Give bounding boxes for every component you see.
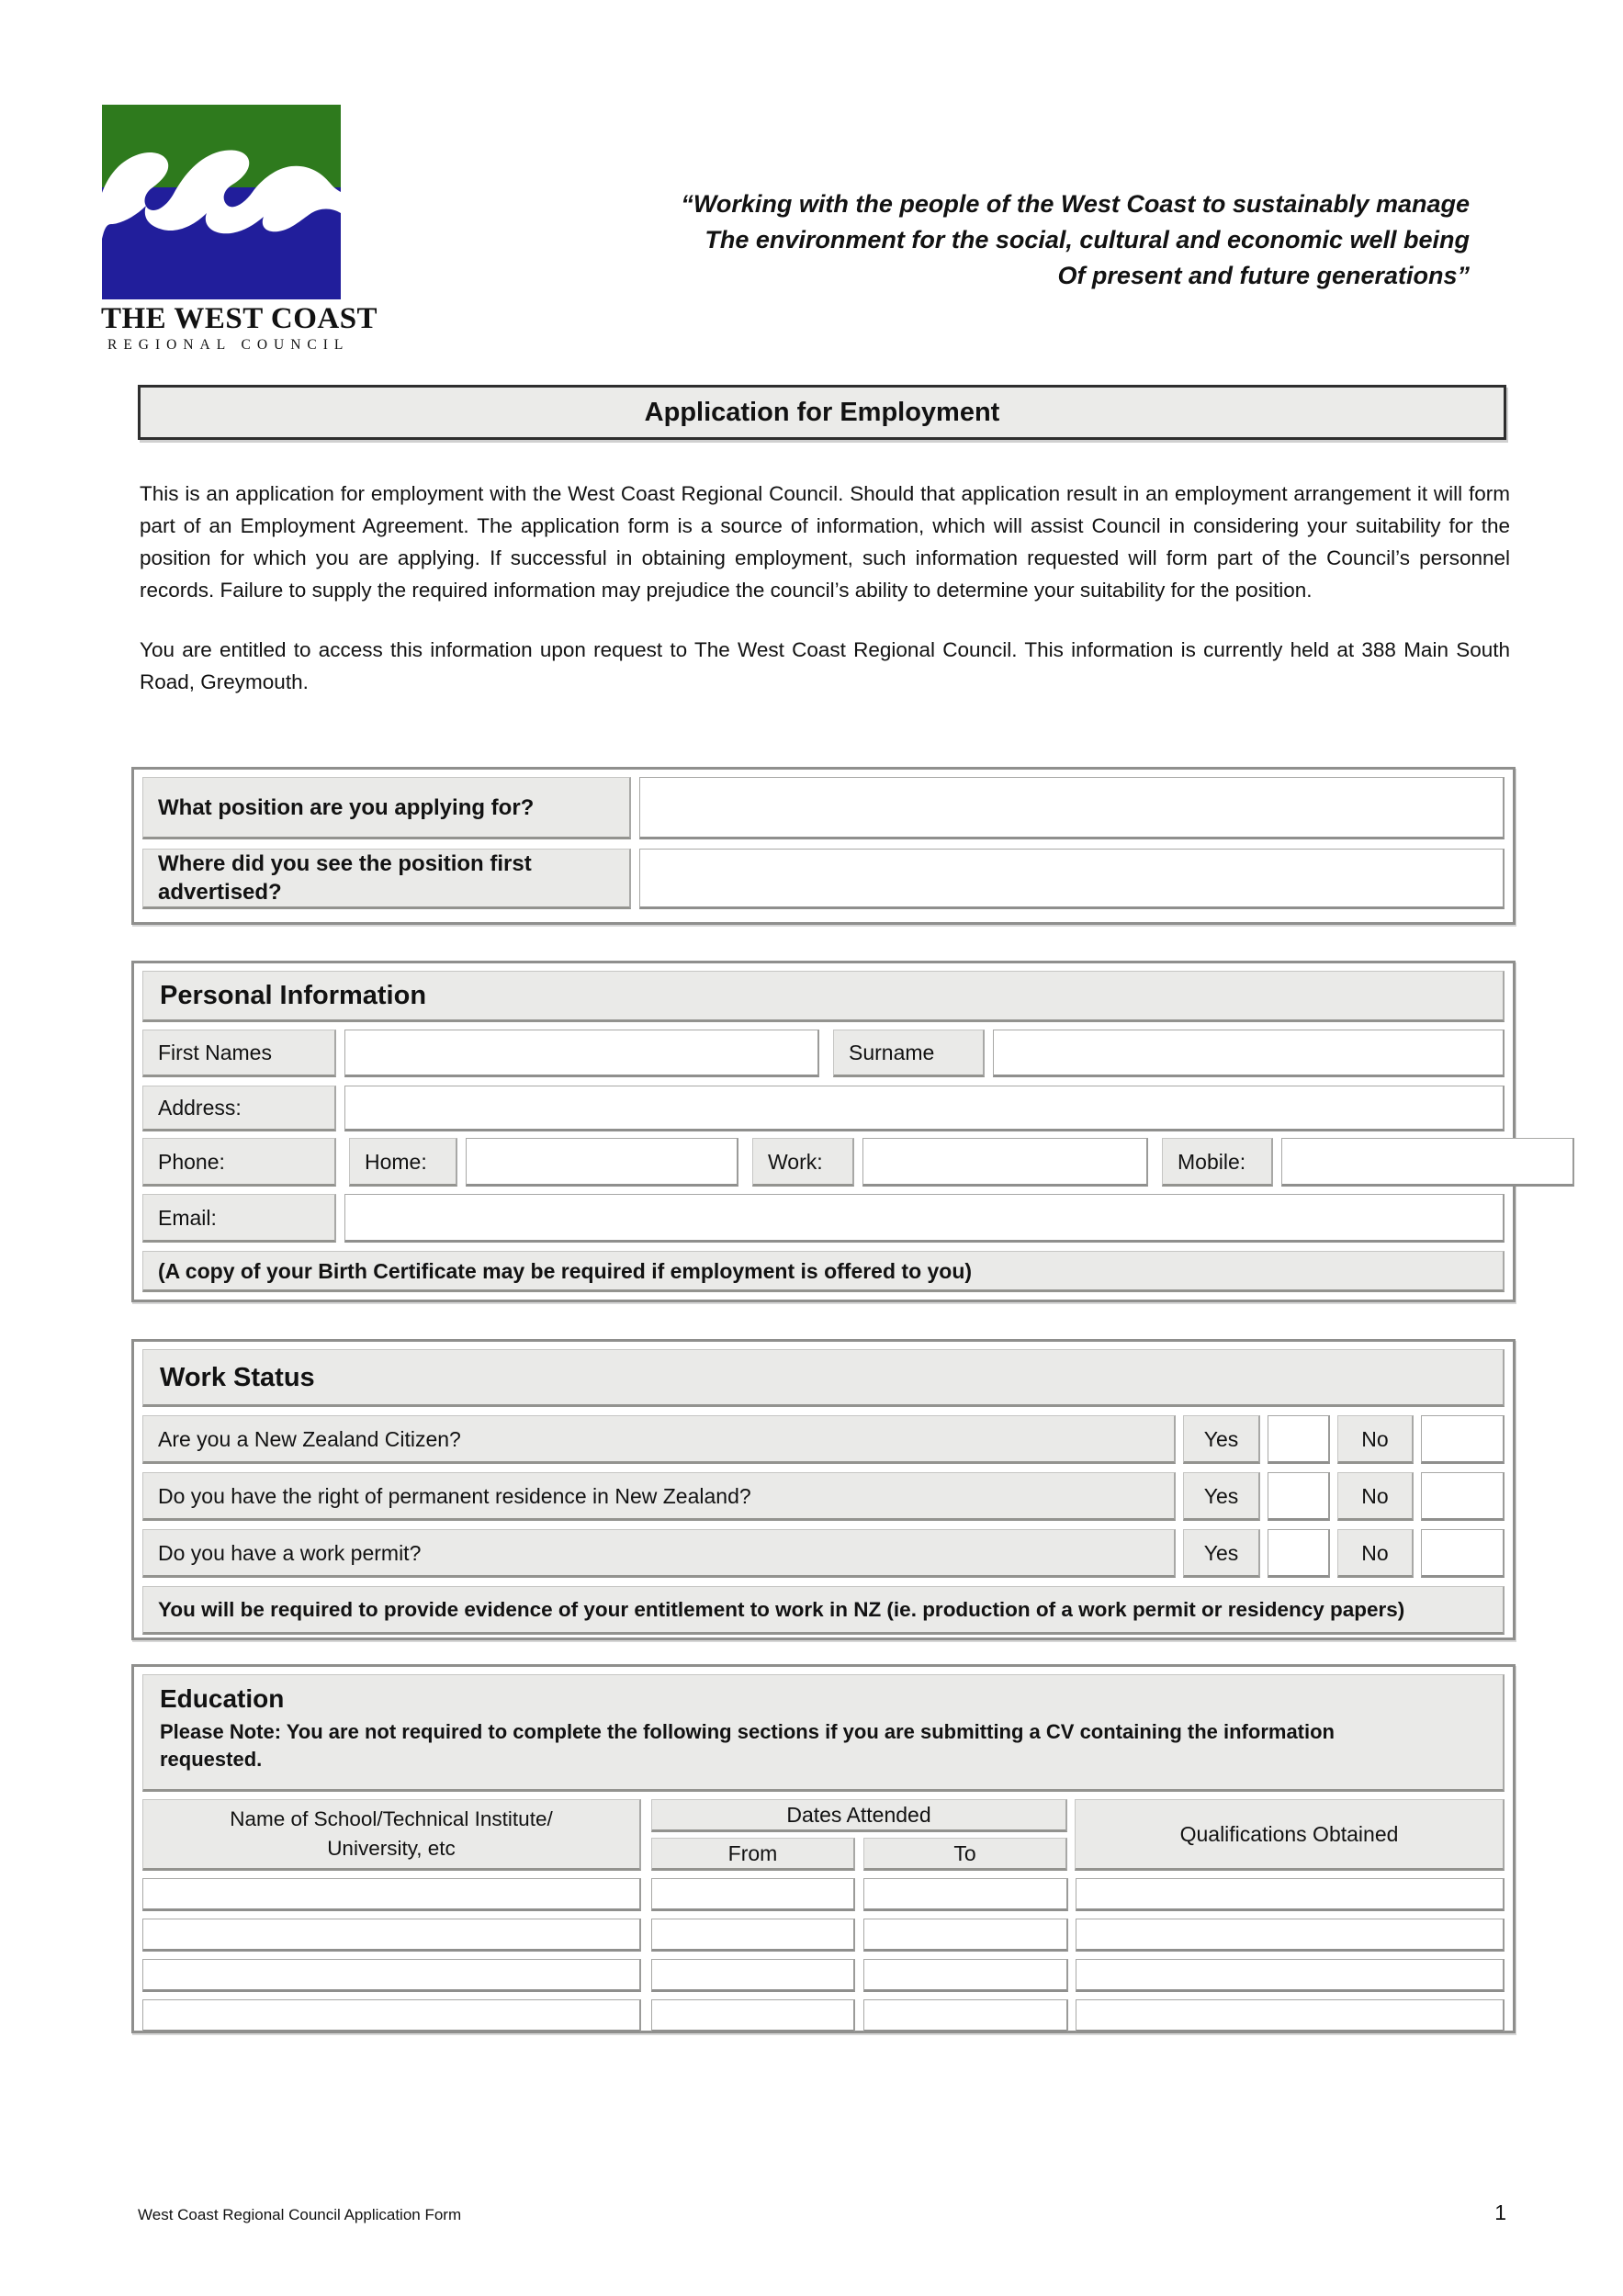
education-row	[142, 1999, 1505, 2032]
council-logo	[101, 105, 378, 354]
permit-no-checkbox[interactable]	[1421, 1529, 1505, 1578]
tagline-line1: “Working with the people of the West Coast to sustainably manage	[681, 190, 1470, 218]
from-input-2[interactable]	[651, 1919, 855, 1952]
to-input-1[interactable]	[863, 1878, 1068, 1911]
logo-name-line2: REGIONAL COUNCIL	[107, 337, 350, 353]
to-input-3[interactable]	[863, 1959, 1068, 1992]
form-title: Application for Employment	[138, 385, 1506, 440]
citizen-yes-label: Yes	[1183, 1415, 1260, 1464]
work-status-heading: Work Status	[142, 1349, 1505, 1407]
position-applied-input[interactable]	[639, 777, 1505, 839]
citizen-yes-checkbox[interactable]	[1268, 1415, 1330, 1464]
surname-label: Surname	[833, 1030, 985, 1077]
birth-certificate-note: (A copy of your Birth Certificate may be required if employment is offered to you)	[142, 1251, 1505, 1292]
dates-attended-group	[651, 1799, 1067, 1871]
address-row	[142, 1086, 1505, 1131]
to-input-4[interactable]	[863, 1999, 1068, 2032]
education-row	[142, 1919, 1505, 1952]
from-input-1[interactable]	[651, 1878, 855, 1911]
address-label: Address:	[142, 1086, 336, 1131]
intro-text	[140, 478, 1510, 698]
residence-yes-checkbox[interactable]	[1268, 1472, 1330, 1521]
personal-information-heading: Personal Information	[142, 971, 1505, 1022]
residence-question-label: Do you have the right of permanent residence in New Zealand?	[142, 1472, 1176, 1521]
phone-work-label: Work:	[752, 1138, 854, 1187]
qualifications-input-4[interactable]	[1076, 1999, 1505, 2032]
advertised-row	[142, 849, 1505, 909]
from-input-4[interactable]	[651, 1999, 855, 2032]
email-row	[142, 1194, 1505, 1243]
from-input-3[interactable]	[651, 1959, 855, 1992]
tagline-line3: Of present and future generations”	[1057, 262, 1470, 289]
wave-logo-icon	[101, 105, 342, 299]
first-names-input[interactable]	[344, 1030, 819, 1077]
position-section	[131, 767, 1516, 925]
permit-question-label: Do you have a work permit?	[142, 1529, 1176, 1578]
phone-home-label: Home:	[349, 1138, 457, 1187]
qualifications-input-2[interactable]	[1076, 1919, 1505, 1952]
email-input[interactable]	[344, 1194, 1505, 1243]
school-column-header	[142, 1799, 641, 1871]
school-input-4[interactable]	[142, 1999, 641, 2032]
intro-paragraph-1: This is an application for employment with the West Coast Regional Council. Should that application result in an employment arrangement it will form part of an Employment Agreement. The application form is a source of information, which will assist Council in considering your suitability for the position for which you are applying. If successful in obtaining employment, such information requested will form part of the Council’s personnel records. Failure to supply the required information may prejudice the council’s ability to determine your suitability for the position.	[140, 482, 1510, 602]
education-heading: Education	[160, 1684, 285, 1713]
address-input[interactable]	[344, 1086, 1505, 1131]
position-advertised-input[interactable]	[639, 849, 1505, 909]
qualifications-input-3[interactable]	[1076, 1959, 1505, 1992]
residence-no-checkbox[interactable]	[1421, 1472, 1505, 1521]
education-table-header	[142, 1799, 1505, 1871]
position-row	[142, 777, 1505, 839]
surname-input[interactable]	[993, 1030, 1505, 1077]
education-section	[131, 1664, 1516, 2033]
citizen-no-label: No	[1337, 1415, 1414, 1464]
advertised-question-label: Where did you see the position first advertised?	[142, 849, 631, 909]
permit-no-label: No	[1337, 1529, 1414, 1578]
to-column-header: To	[863, 1838, 1067, 1871]
intro-paragraph-2: You are entitled to access this information upon request to The West Coast Regional Council. This information is currently held at 388 Main South Road, Greymouth.	[140, 638, 1510, 693]
first-names-label: First Names	[142, 1030, 336, 1077]
education-row	[142, 1959, 1505, 1992]
phone-mobile-input[interactable]	[1281, 1138, 1574, 1187]
position-question-label: What position are you applying for?	[142, 777, 631, 839]
names-row	[142, 1030, 1505, 1077]
dates-subheader-row	[651, 1838, 1067, 1871]
school-column-line1: Name of School/Technical Institute/	[230, 1807, 553, 1830]
residence-question-row	[142, 1472, 1505, 1521]
phone-label: Phone:	[142, 1138, 336, 1187]
school-column-line2: University, etc	[327, 1837, 456, 1860]
qualifications-input-1[interactable]	[1076, 1878, 1505, 1911]
citizen-question-row	[142, 1415, 1505, 1464]
phone-mobile-label: Mobile:	[1162, 1138, 1273, 1187]
phone-home-input[interactable]	[466, 1138, 738, 1187]
work-entitlement-note: You will be required to provide evidence of your entitlement to work in NZ (ie. production of a work permit or residency papers)	[142, 1586, 1505, 1635]
school-input-2[interactable]	[142, 1919, 641, 1952]
from-column-header: From	[651, 1838, 855, 1871]
page-footer	[138, 2200, 1506, 2225]
to-input-2[interactable]	[863, 1919, 1068, 1952]
work-status-section	[131, 1339, 1516, 1640]
citizen-no-checkbox[interactable]	[1421, 1415, 1505, 1464]
council-tagline	[459, 186, 1470, 294]
education-header-block	[142, 1674, 1505, 1792]
qualifications-column-header: Qualifications Obtained	[1075, 1799, 1505, 1871]
tagline-line2: The environment for the social, cultural and economic well being	[704, 226, 1470, 253]
phone-work-input[interactable]	[862, 1138, 1148, 1187]
residence-no-label: No	[1337, 1472, 1414, 1521]
school-input-3[interactable]	[142, 1959, 641, 1992]
personal-information-section	[131, 961, 1516, 1302]
permit-yes-label: Yes	[1183, 1529, 1260, 1578]
education-cv-note: Please Note: You are not required to complete the following sections if you are submitting a CV containing the information requested.	[160, 1720, 1335, 1771]
email-label: Email:	[142, 1194, 336, 1243]
school-input-1[interactable]	[142, 1878, 641, 1911]
phone-row	[142, 1138, 1505, 1187]
page-number: 1	[1494, 2200, 1506, 2224]
citizen-question-label: Are you a New Zealand Citizen?	[142, 1415, 1176, 1464]
dates-attended-header: Dates Attended	[651, 1799, 1067, 1832]
logo-name-line1: THE WEST COAST	[101, 302, 378, 335]
permit-question-row	[142, 1529, 1505, 1578]
permit-yes-checkbox[interactable]	[1268, 1529, 1330, 1578]
education-row	[142, 1878, 1505, 1911]
residence-yes-label: Yes	[1183, 1472, 1260, 1521]
footer-title: West Coast Regional Council Application Form	[138, 2206, 462, 2223]
